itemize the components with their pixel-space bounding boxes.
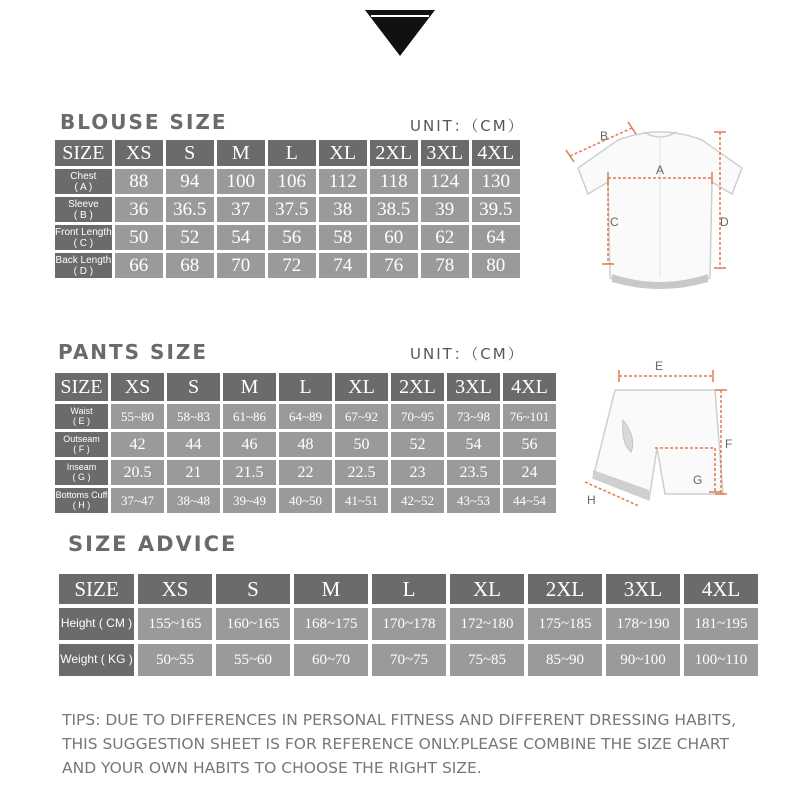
value-cell: 55~60 [216,644,290,676]
header-cell: 4XL [503,373,556,401]
row-label: Back Length ( D ) [55,254,112,277]
size-advice-title: SIZE ADVICE [68,532,238,556]
label-b: B [600,129,609,143]
header-cell: 4XL [472,140,520,166]
value-cell: 38 [319,197,367,222]
value-cell: 36 [115,197,163,222]
header-cell: M [223,373,276,401]
row-label: Outseam ( F ) [55,432,108,457]
pants-size-table [52,370,559,516]
label-d: D [720,215,729,229]
value-cell: 100 [217,169,265,194]
header-cell: M [294,574,368,604]
label-f: F [725,437,733,451]
blouse-unit-label: UNIT：（CM） [410,117,525,135]
value-cell: 48 [279,432,332,457]
header-cell: L [268,140,316,166]
value-cell: 175~185 [528,608,602,640]
table-row [55,432,556,457]
value-cell: 50~55 [138,644,212,676]
value-cell: 160~165 [216,608,290,640]
header-cell: S [166,140,214,166]
shorts-diagram [565,352,755,522]
row-label: Sleeve ( B ) [55,197,112,222]
value-cell: 70~95 [391,404,444,429]
header-cell: XL [335,373,388,401]
header-cell: L [372,574,446,604]
table-row [55,169,520,194]
table-row [55,197,520,222]
value-cell: 50 [115,225,163,250]
value-cell: 78 [421,253,469,278]
header-cell: 2XL [528,574,602,604]
row-label: Bottoms Cuff ( H ) [55,488,108,513]
value-cell: 85~90 [528,644,602,676]
advice-header-row [59,574,758,604]
header-cell: M [217,140,265,166]
header-cell: XL [450,574,524,604]
value-cell: 23 [391,460,444,485]
value-cell: 37.5 [268,197,316,222]
table-row [59,608,758,640]
value-cell: 60 [370,225,418,250]
value-cell: 44 [167,432,220,457]
value-cell: 73~98 [447,404,500,429]
value-cell: 72 [268,253,316,278]
value-cell: 20.5 [111,460,164,485]
label-c: C [610,215,619,229]
value-cell: 55~80 [111,404,164,429]
value-cell: 62 [421,225,469,250]
pants-unit-label: UNIT：（CM） [410,345,525,363]
value-cell: 52 [391,432,444,457]
value-cell: 88 [115,169,163,194]
value-cell: 41~51 [335,488,388,513]
value-cell: 124 [421,169,469,194]
header-cell: 3XL [421,140,469,166]
header-cell: SIZE [55,373,108,401]
value-cell: 21 [167,460,220,485]
row-label: Chest ( A ) [55,169,112,194]
value-cell: 181~195 [684,608,758,640]
jersey-diagram [560,118,760,298]
value-cell: 155~165 [138,608,212,640]
header-cell: XS [138,574,212,604]
blouse-size-title: BLOUSE SIZE [60,110,228,134]
value-cell: 106 [268,169,316,194]
header-cell: XL [319,140,367,166]
value-cell: 43~53 [447,488,500,513]
header-cell: 3XL [606,574,680,604]
header-cell: SIZE [55,140,112,166]
blouse-header-row [55,140,520,166]
value-cell: 90~100 [606,644,680,676]
value-cell: 76 [370,253,418,278]
value-cell: 178~190 [606,608,680,640]
value-cell: 24 [503,460,556,485]
value-cell: 70 [217,253,265,278]
value-cell: 66 [115,253,163,278]
value-cell: 100~110 [684,644,758,676]
value-cell: 56 [268,225,316,250]
tips-text: TIPS: DUE TO DIFFERENCES IN PERSONAL FITNESS AND DIFFERENT DRESSING HABITS, THIS SUGGESTION SHEET IS FOR REFERENCE ONLY.PLEASE COMBINE THE SIZE CHART AND YOUR OWN HABITS TO CHOOSE THE RIGHT SIZE. [62,711,737,777]
label-a: A [656,163,665,177]
row-label: Inseam ( G ) [55,460,108,485]
value-cell: 37 [217,197,265,222]
size-advice-table [55,570,762,680]
value-cell: 36.5 [166,197,214,222]
value-cell: 54 [217,225,265,250]
value-cell: 172~180 [450,608,524,640]
value-cell: 70~75 [372,644,446,676]
value-cell: 21.5 [223,460,276,485]
header-cell: L [279,373,332,401]
table-row [55,488,556,513]
value-cell: 39.5 [472,197,520,222]
row-label: Weight ( KG ) [59,644,134,676]
label-g: G [693,473,703,487]
value-cell: 61~86 [223,404,276,429]
value-cell: 76~101 [503,404,556,429]
value-cell: 74 [319,253,367,278]
value-cell: 52 [166,225,214,250]
header-cell: XS [111,373,164,401]
header-cell: 2XL [391,373,444,401]
table-row [55,253,520,278]
header-cell: S [216,574,290,604]
value-cell: 94 [166,169,214,194]
header-cell: 4XL [684,574,758,604]
table-row [59,644,758,676]
value-cell: 64~89 [279,404,332,429]
value-cell: 44~54 [503,488,556,513]
value-cell: 58~83 [167,404,220,429]
header-cell: S [167,373,220,401]
value-cell: 112 [319,169,367,194]
value-cell: 38~48 [167,488,220,513]
blouse-size-table [52,137,523,281]
value-cell: 75~85 [450,644,524,676]
value-cell: 23.5 [447,460,500,485]
value-cell: 80 [472,253,520,278]
value-cell: 58 [319,225,367,250]
row-label: Front Length ( C ) [55,226,112,249]
value-cell: 37~47 [111,488,164,513]
value-cell: 130 [472,169,520,194]
table-row [55,460,556,485]
value-cell: 60~70 [294,644,368,676]
value-cell: 170~178 [372,608,446,640]
label-h: H [587,493,596,507]
down-arrow-icon [365,10,435,56]
value-cell: 68 [166,253,214,278]
value-cell: 64 [472,225,520,250]
value-cell: 38.5 [370,197,418,222]
row-label: Height ( CM ) [59,608,134,640]
value-cell: 46 [223,432,276,457]
value-cell: 39~49 [223,488,276,513]
header-cell: 2XL [370,140,418,166]
value-cell: 22 [279,460,332,485]
value-cell: 42~52 [391,488,444,513]
value-cell: 22.5 [335,460,388,485]
value-cell: 40~50 [279,488,332,513]
value-cell: 118 [370,169,418,194]
pants-header-row [55,373,556,401]
label-e: E [655,359,664,373]
table-row [55,404,556,429]
row-label: Waist ( E ) [55,404,108,429]
header-cell: XS [115,140,163,166]
value-cell: 168~175 [294,608,368,640]
table-row [55,225,520,250]
value-cell: 54 [447,432,500,457]
pants-size-title: PANTS SIZE [58,340,209,364]
value-cell: 67~92 [335,404,388,429]
header-cell: SIZE [59,574,134,604]
value-cell: 39 [421,197,469,222]
value-cell: 42 [111,432,164,457]
value-cell: 56 [503,432,556,457]
header-cell: 3XL [447,373,500,401]
value-cell: 50 [335,432,388,457]
